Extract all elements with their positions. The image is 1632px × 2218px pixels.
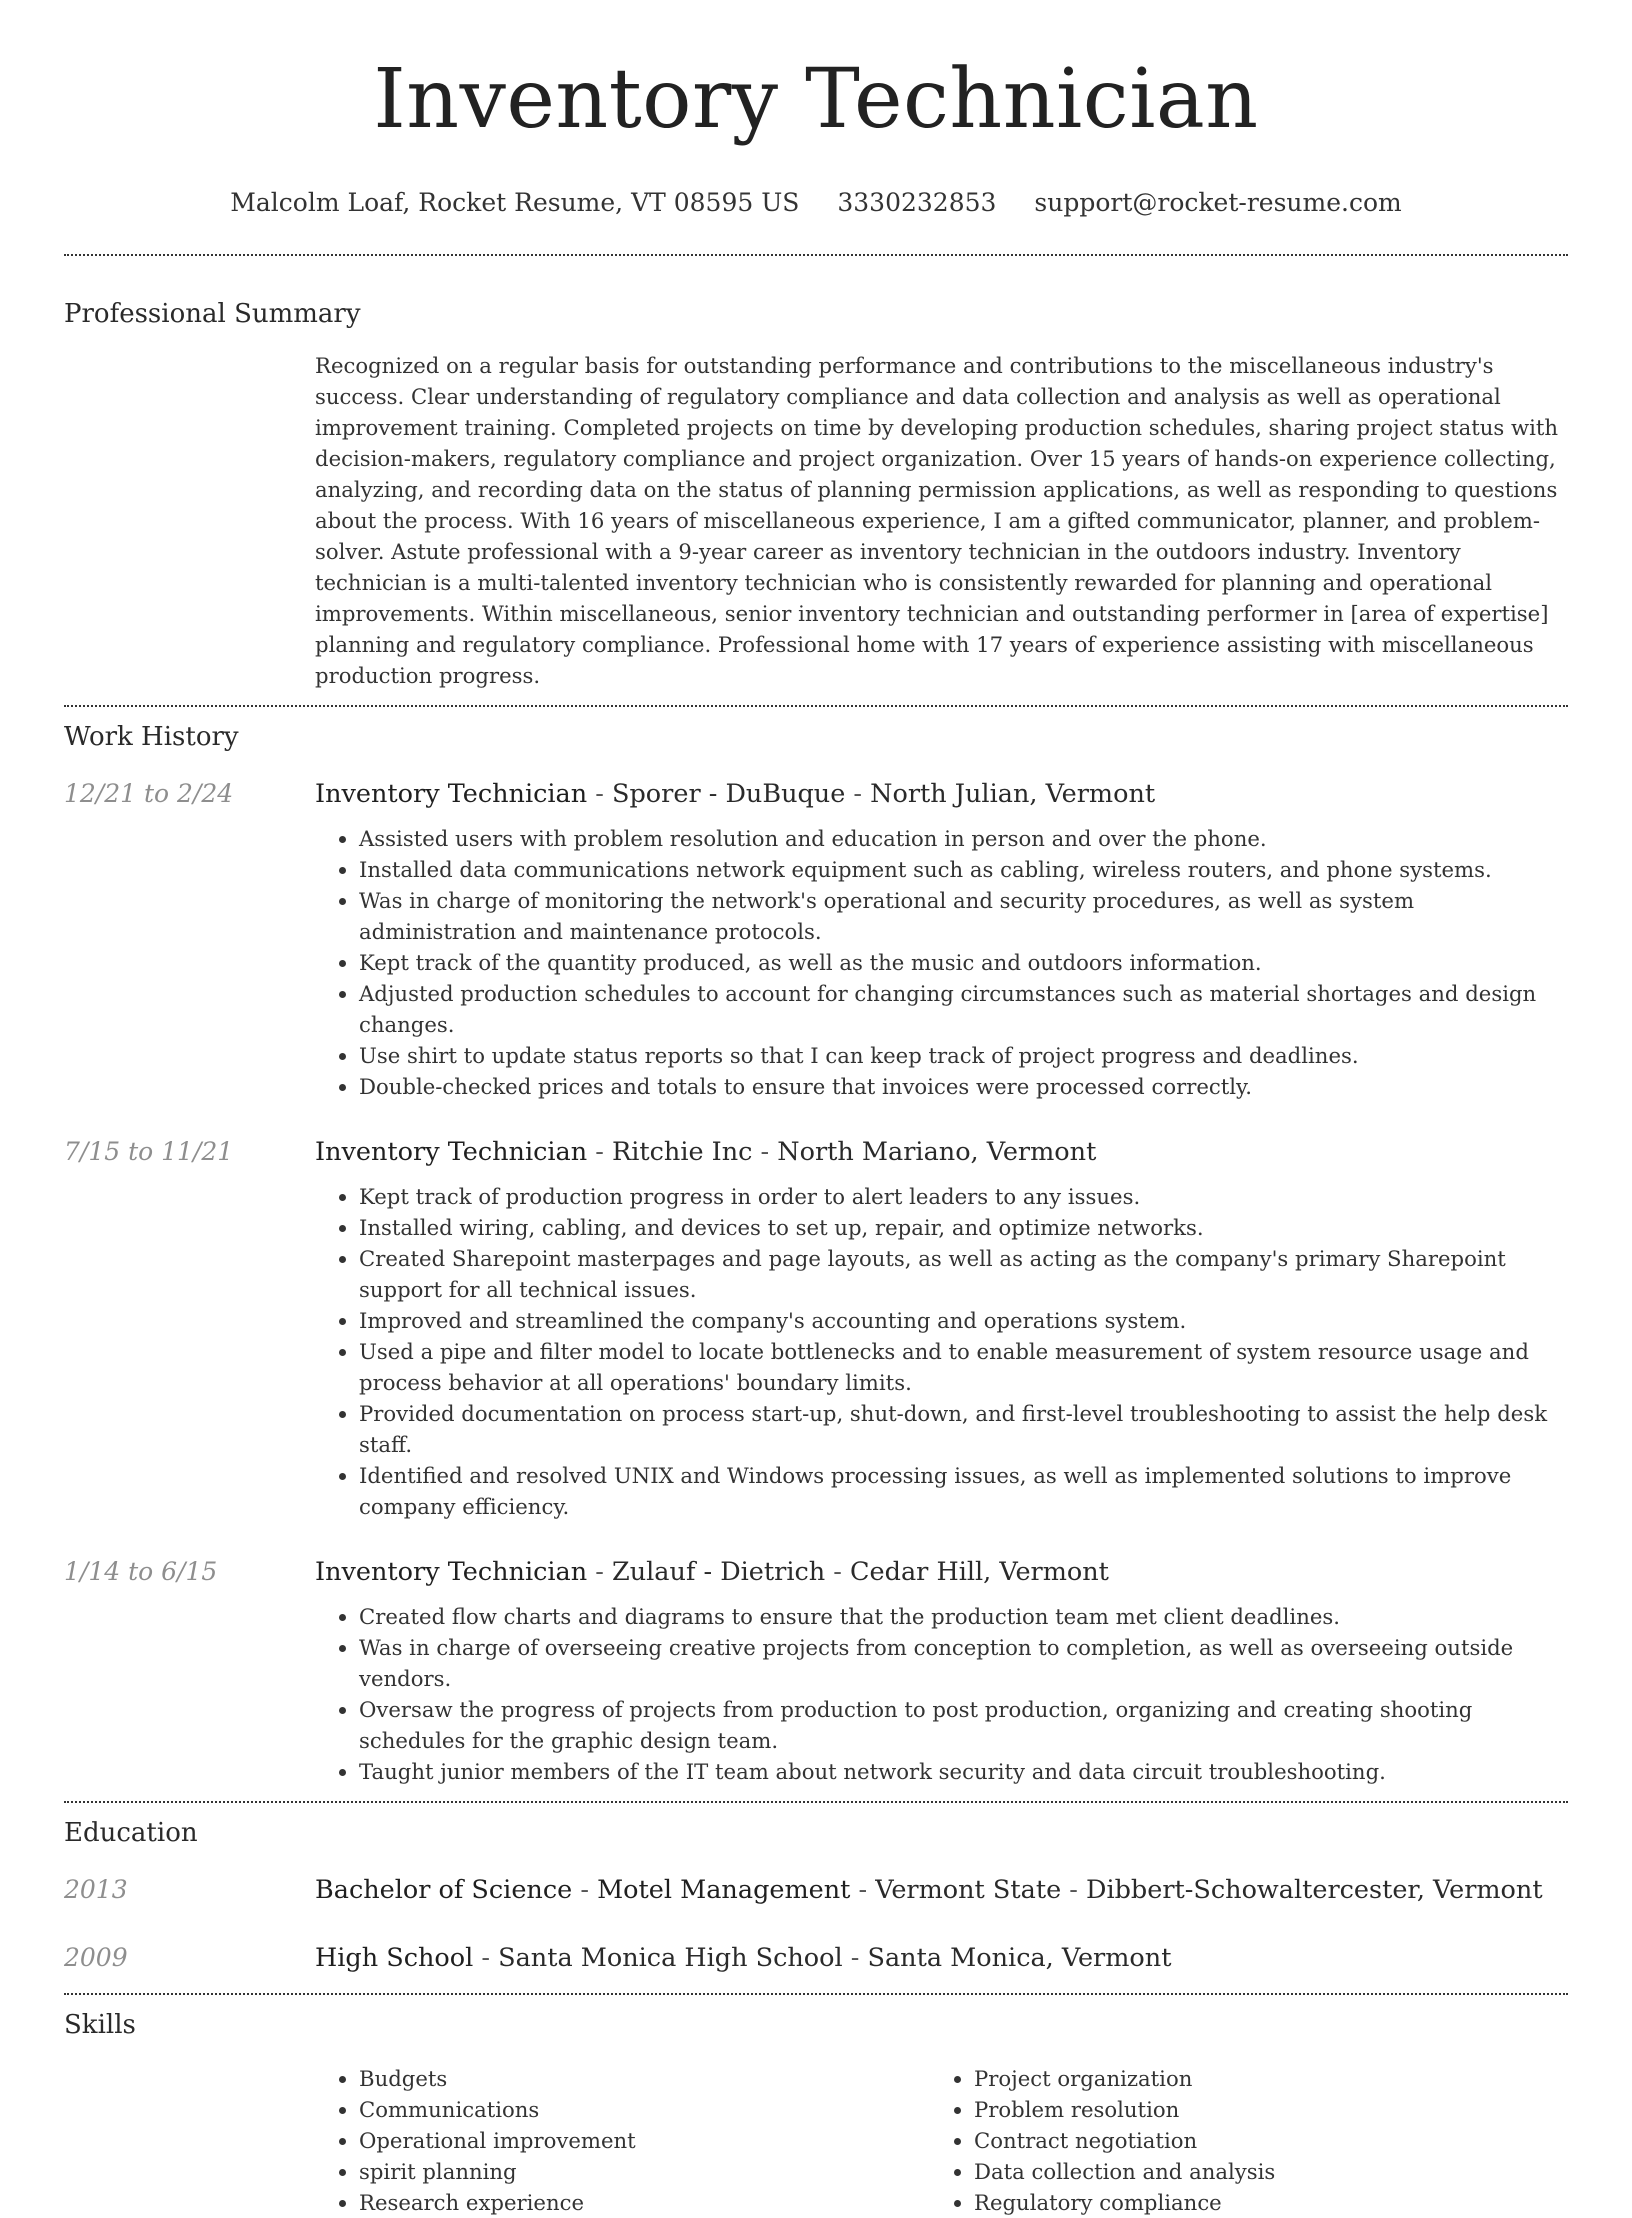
education-field: Motel Management: [597, 1875, 851, 1905]
education-entry: [64, 1941, 1568, 1975]
education-school: Santa Monica High School: [498, 1943, 843, 1973]
job-dates: 12/21 to 2/24: [64, 779, 234, 808]
education-heading: Bachelor of Science - Motel Management - Vermont State - Dibbert-Schowaltercester, Vermont: [315, 1875, 1543, 1905]
skill-item: • Regulatory compliance: [974, 2187, 1275, 2218]
divider: [64, 1993, 1568, 1995]
skills-column: [974, 2063, 1275, 2218]
resume-page: [64, 0, 1568, 2215]
job-bullet: • Kept track of the quantity produced, as well as the music and outdoors information.: [359, 947, 1568, 978]
education-year: 2009: [64, 1943, 128, 1972]
education-location: Santa Monica, Vermont: [867, 1943, 1172, 1973]
job-bullet: • Installed wiring, cabling, and devices to set up, repair, and optimize networks.: [359, 1212, 1568, 1243]
skill-item: • spirit planning: [359, 2156, 636, 2187]
job-company: Ritchie Inc: [612, 1137, 753, 1167]
contact-line: [64, 186, 1568, 220]
contact-address: Malcolm Loaf, Rocket Resume, VT 08595 US: [230, 188, 800, 217]
job-bullet: • Used a pipe and filter model to locate bottlenecks and to enable measurement of system resource usage and process behavior at all operations' boundary limits.: [359, 1336, 1568, 1398]
job-bullet: • Use shirt to update status reports so that I can keep track of project progress and deadlines.: [359, 1040, 1568, 1071]
skill-item: • Budgets: [359, 2063, 636, 2094]
section-title-summary: Professional Summary: [64, 299, 361, 329]
education-entry: [64, 1873, 1568, 1907]
job-role: Inventory Technician: [315, 1137, 588, 1167]
job-bullet: • Installed data communications network equipment such as cabling, wireless routers, and phone systems.: [359, 854, 1568, 885]
job-heading: Inventory Technician - Sporer - DuBuque - North Julian, Vermont: [315, 779, 1156, 809]
job-role: Inventory Technician: [315, 1557, 588, 1587]
job-bullet: • Kept track of production progress in order to alert leaders to any issues.: [359, 1181, 1568, 1212]
skill-item: • Project organization: [974, 2063, 1275, 2094]
job-bullet: • Was in charge of overseeing creative projects from conception to completion, as well as overseeing outside vendors.: [359, 1632, 1568, 1694]
job-company: Zulauf - Dietrich: [612, 1557, 826, 1587]
education-year: 2013: [64, 1875, 128, 1904]
skill-item: • Problem resolution: [974, 2094, 1275, 2125]
education-school: Vermont State: [875, 1875, 1062, 1905]
skill-item: • Contract negotiation: [974, 2125, 1275, 2156]
job-bullets: [359, 1181, 1568, 1522]
summary-text: Recognized on a regular basis for outstanding performance and contributions to the miscellaneous industry's success. Clear understanding of regulatory compliance and data collection and analysis as well as operational improvement training. Completed projects on time by developing production schedules, sharing project status with decision-makers, regulatory compliance and project organization. Over 15 years of hands-on experience collecting, analyzing, and recording data on the status of planning permission applications, as well as responding to questions about the process. With 16 years of miscellaneous experience, I am a gifted communicator, planner, and problem-solver. Astute professional with a 9-year career as inventory technician in the outdoors industry. Inventory technician is a multi-talented inventory technician who is consistently rewarded for planning and operational improvements. Within miscellaneous, senior inventory technician and outstanding performer in [area of expertise] planning and regulatory compliance. Professional home with 17 years of experience assisting with miscellaneous production progress.: [315, 353, 1559, 688]
section-title-education: Education: [64, 1818, 198, 1848]
job-entry: [64, 1555, 1568, 1787]
skill-item: • Operational improvement: [359, 2125, 636, 2156]
skill-item: • Research experience: [359, 2187, 636, 2218]
job-heading: Inventory Technician - Zulauf - Dietrich - Cedar Hill, Vermont: [315, 1557, 1109, 1587]
divider: [64, 705, 1568, 707]
divider: [64, 1801, 1568, 1803]
job-bullets: [359, 823, 1568, 1102]
job-bullet: • Improved and streamlined the company's accounting and operations system.: [359, 1305, 1568, 1336]
divider: [64, 254, 1568, 256]
resume-title: Inventory Technician: [373, 52, 1259, 147]
job-bullet: • Was in charge of monitoring the network's operational and security procedures, as well as system administration and maintenance protocols.: [359, 885, 1568, 947]
education-location: Dibbert-Schowaltercester, Vermont: [1086, 1875, 1543, 1905]
job-role: Inventory Technician: [315, 779, 588, 809]
job-bullets: [359, 1601, 1568, 1787]
job-bullet: • Identified and resolved UNIX and Windows processing issues, as well as implemented solutions to improve company efficiency.: [359, 1460, 1568, 1522]
job-entry: [64, 777, 1568, 1102]
job-bullet: • Taught junior members of the IT team about network security and data circuit troubleshooting.: [359, 1756, 1568, 1787]
job-dates: 7/15 to 11/21: [64, 1137, 234, 1166]
skills-column: [359, 2063, 636, 2218]
section-title-work-history: Work History: [64, 722, 239, 752]
job-location: North Julian, Vermont: [870, 779, 1156, 809]
job-bullet: • Created flow charts and diagrams to ensure that the production team met client deadlines.: [359, 1601, 1568, 1632]
education-degree: High School: [315, 1943, 474, 1973]
job-bullet: • Adjusted production schedules to account for changing circumstances such as material shortages and design changes.: [359, 978, 1568, 1040]
job-entry: [64, 1135, 1568, 1522]
job-location: Cedar Hill, Vermont: [850, 1557, 1109, 1587]
contact-phone: 3330232853: [837, 188, 997, 217]
contact-email: support@rocket-resume.com: [1034, 188, 1402, 217]
job-location: North Mariano, Vermont: [777, 1137, 1097, 1167]
job-heading: Inventory Technician - Ritchie Inc - North Mariano, Vermont: [315, 1137, 1097, 1167]
job-dates: 1/14 to 6/15: [64, 1557, 218, 1586]
job-bullet: • Double-checked prices and totals to ensure that invoices were processed correctly.: [359, 1071, 1568, 1102]
education-degree: Bachelor of Science: [315, 1875, 573, 1905]
education-heading: High School - Santa Monica High School - Santa Monica, Vermont: [315, 1943, 1172, 1973]
job-bullet: • Created Sharepoint masterpages and page layouts, as well as acting as the company's primary Sharepoint support for all technical issues.: [359, 1243, 1568, 1305]
job-bullet: • Assisted users with problem resolution and education in person and over the phone.: [359, 823, 1568, 854]
skill-item: • Data collection and analysis: [974, 2156, 1275, 2187]
section-title-skills: Skills: [64, 2010, 136, 2040]
job-bullet: • Provided documentation on process start-up, shut-down, and first-level troubleshooting to assist the help desk staff.: [359, 1398, 1568, 1460]
job-company: Sporer - DuBuque: [612, 779, 846, 809]
skill-item: • Communications: [359, 2094, 636, 2125]
job-bullet: • Oversaw the progress of projects from production to post production, organizing and creating shooting schedules for the graphic design team.: [359, 1694, 1568, 1756]
